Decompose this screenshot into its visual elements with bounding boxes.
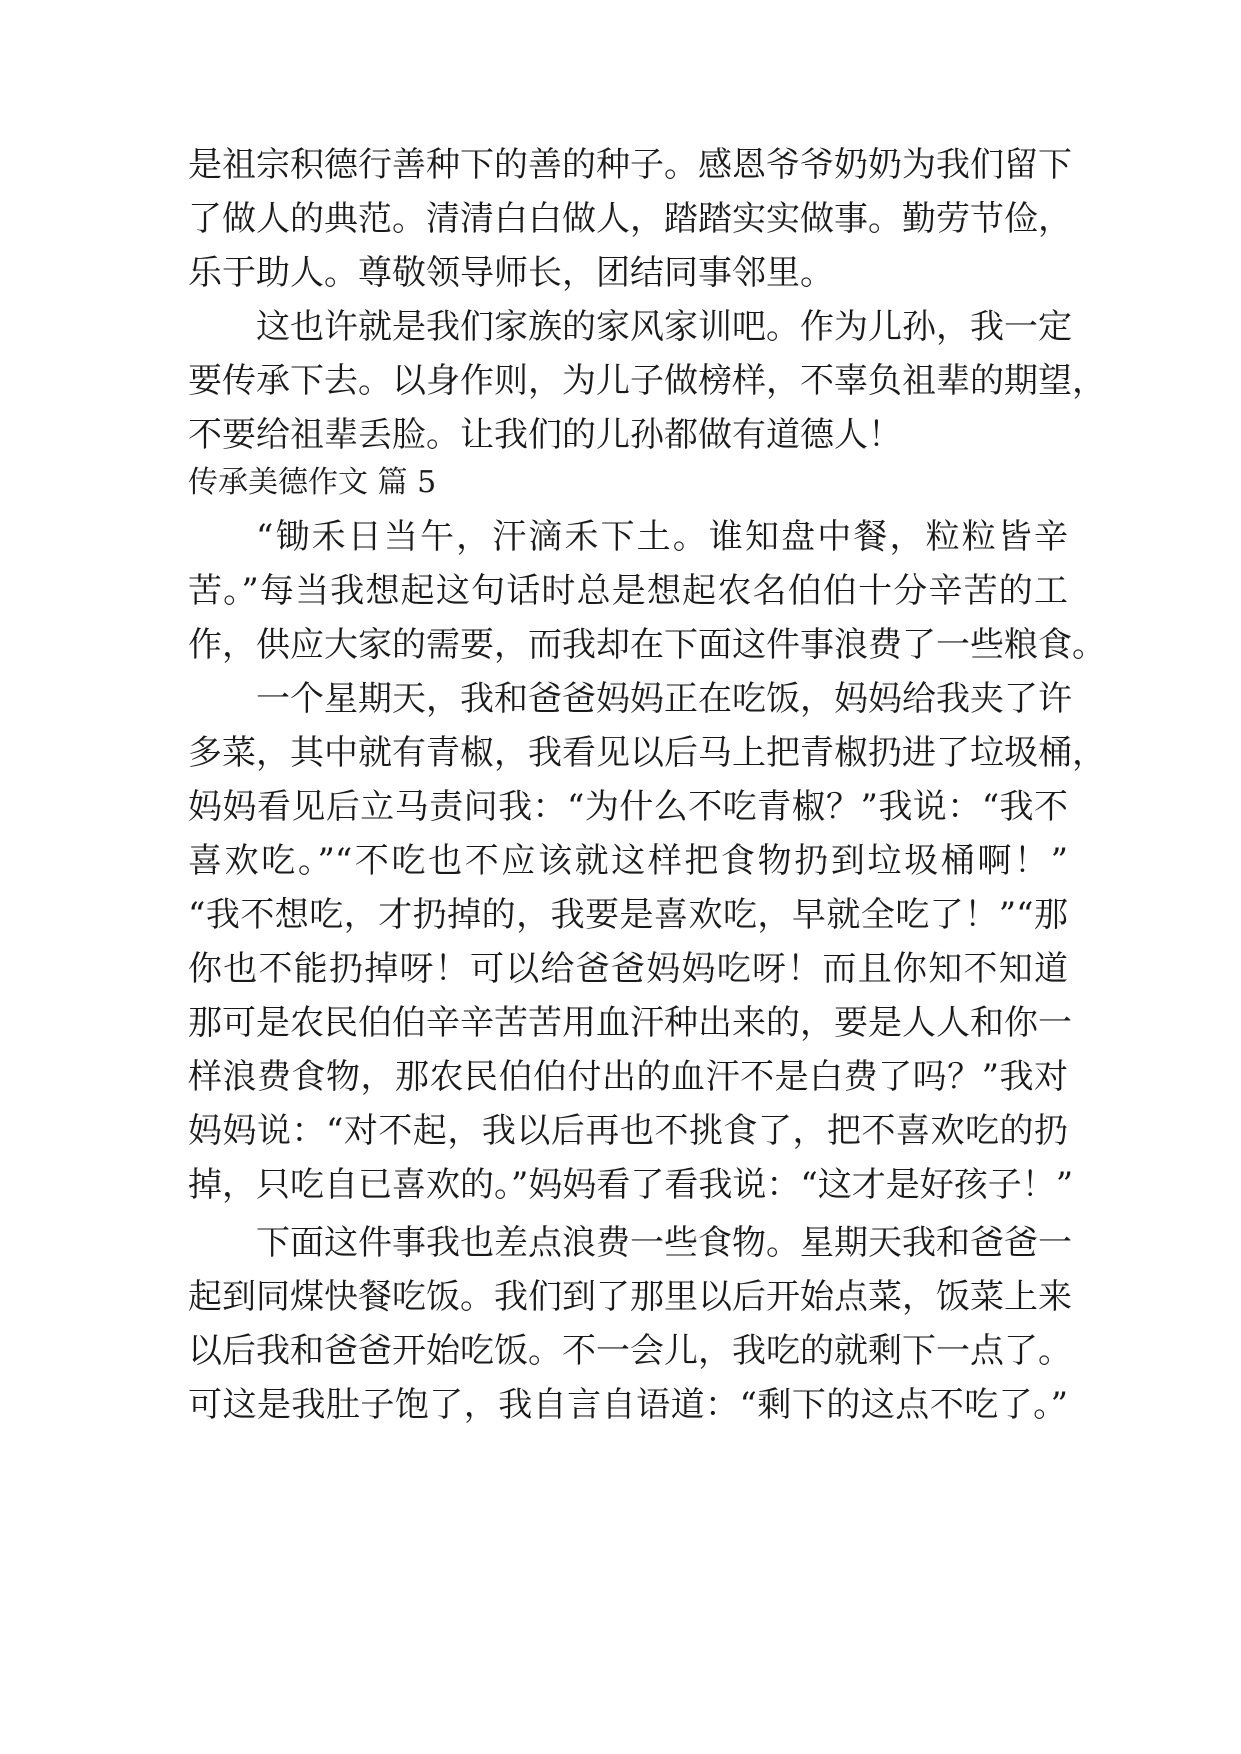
paragraph-3-line-2: 苦。”每当我想起这句话时总是想起农名伯伯十分辛苦的工	[188, 571, 1068, 611]
paragraph-4-line-2: 多菜，其中就有青椒，我看见以后马上把青椒扔进了垃圾桶，	[188, 733, 1106, 773]
paragraph-2-line-2: 要传承下去。以身作则，为儿子做榜样，不辜负祖辈的期望，	[188, 361, 1106, 401]
paragraph-4-line-1: 一个星期天，我和爸爸妈妈正在吃饭，妈妈给我夹了许	[256, 679, 1072, 719]
paragraph-4-line-10: 掉，只吃自已喜欢的。”妈妈看了看我说：“这才是好孩子！”	[188, 1165, 1074, 1205]
paragraph-3-line-1: “锄禾日当午，汗滴禾下土。谁知盘中餐，粒粒皆辛	[256, 517, 1068, 557]
paragraph-5-line-1: 下面这件事我也差点浪费一些食物。星期天我和爸爸一	[256, 1223, 1072, 1263]
paragraph-1-line-2: 了做人的典范。清清白白做人，踏踏实实做事。勤劳节俭，	[188, 199, 1072, 239]
section-heading: 传承美德作文 篇 5	[188, 465, 437, 500]
paragraph-1-line-3: 乐于助人。尊敬领导师长，团结同事邻里。	[188, 253, 834, 293]
paragraph-4-line-7: 那可是农民伯伯辛辛苦苦用血汗种出来的，要是人人和你一	[188, 1003, 1072, 1043]
paragraph-1-line-1: 是祖宗积德行善种下的善的种子。感恩爷爷奶奶为我们留下	[188, 145, 1072, 185]
paragraph-2-line-1: 这也许就是我们家族的家风家训吧。作为儿孙，我一定	[256, 307, 1072, 347]
paragraph-2-line-3: 不要给祖辈丢脸。让我们的儿孙都做有道德人！	[188, 415, 902, 455]
paragraph-4-line-4: 喜欢吃。”“不吃也不应该就这样把食物扔到垃圾桶啊！”	[188, 841, 1068, 881]
paragraph-4-line-6: 你也不能扔掉呀！可以给爸爸妈妈吃呀！而且你知不知道	[188, 949, 1068, 989]
paragraph-5-line-4: 可这是我肚子饱了，我自言自语道：“剩下的这点不吃了。”	[188, 1385, 1068, 1425]
paragraph-5-line-2: 起到同煤快餐吃饭。我们到了那里以后开始点菜，饭菜上来	[188, 1277, 1072, 1317]
paragraph-5-line-3: 以后我和爸爸开始吃饭。不一会儿，我吃的就剩下一点了。	[188, 1331, 1072, 1371]
paragraph-4-line-8: 样浪费食物，那农民伯伯付出的血汗不是白费了吗？”我对	[188, 1057, 1068, 1097]
paragraph-4-line-9: 妈妈说：“对不起，我以后再也不挑食了，把不喜欢吃的扔	[188, 1111, 1068, 1151]
paragraph-4-line-5: “我不想吃，才扔掉的，我要是喜欢吃，早就全吃了！”“那	[188, 895, 1068, 935]
paragraph-4-line-3: 妈妈看见后立马责问我：“为什么不吃青椒？”我说：“我不	[188, 787, 1068, 827]
paragraph-3-line-3: 作，供应大家的需要，而我却在下面这件事浪费了一些粮食。	[188, 625, 1106, 665]
